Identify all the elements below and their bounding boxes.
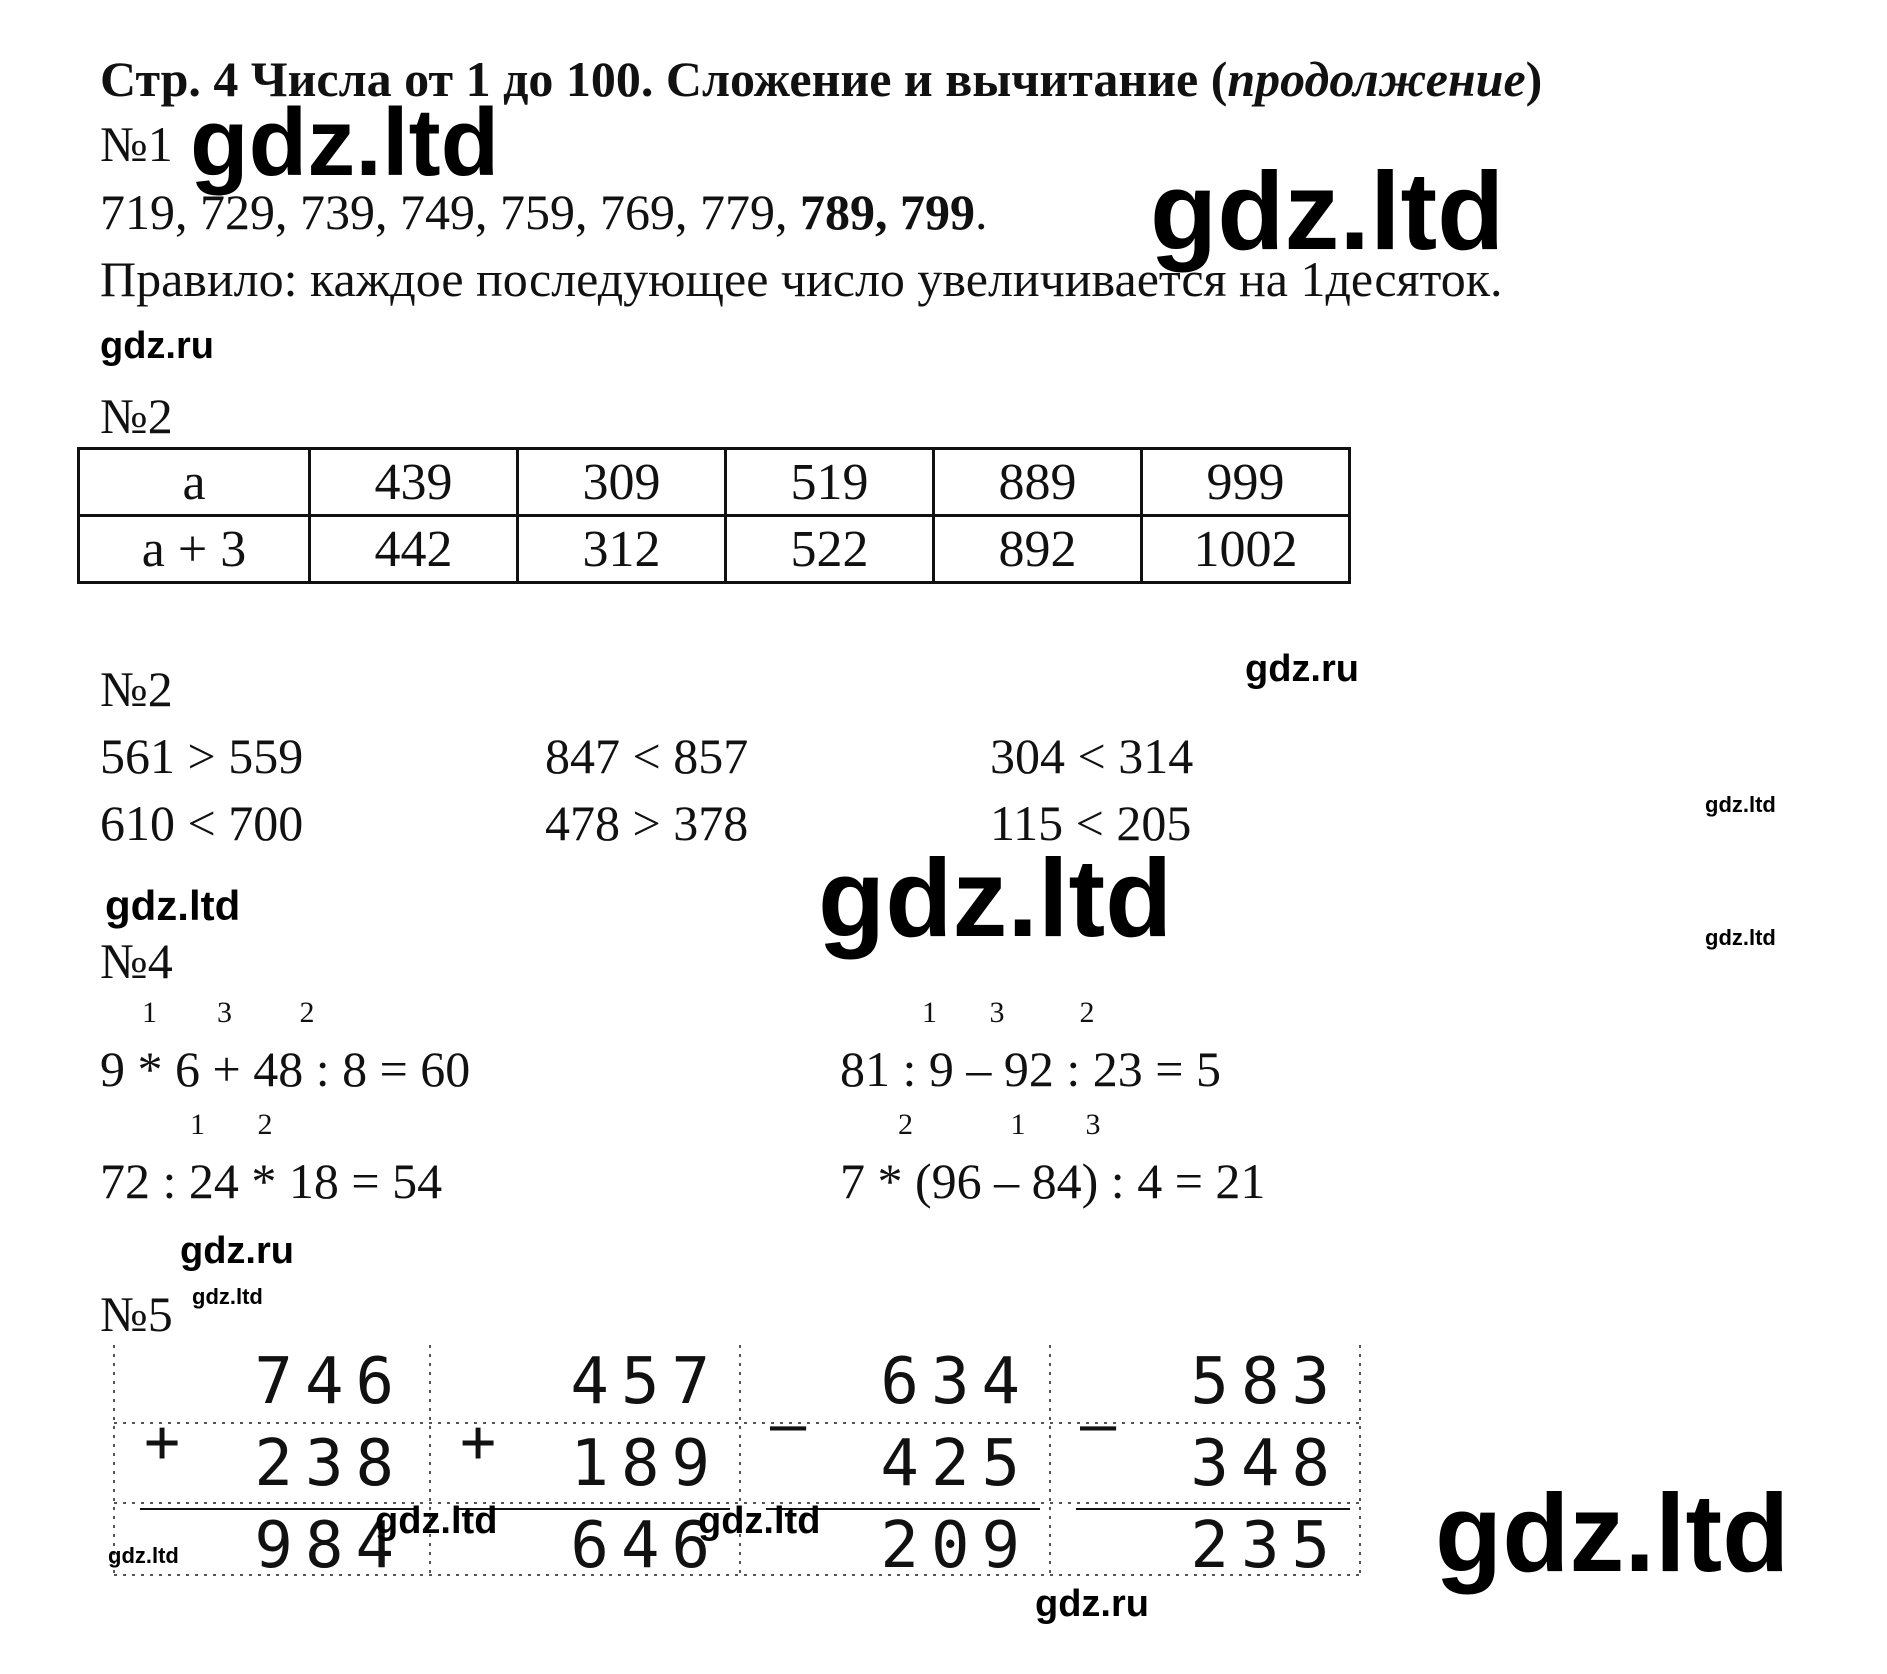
operand-b: 189 (570, 1427, 722, 1501)
table-cell: 439 (310, 449, 518, 516)
watermark: gdz.ltd (105, 882, 241, 929)
compare-item: 610 < 700 (100, 795, 304, 851)
watermark: gdz.ru (180, 1230, 294, 1272)
table-cell-head: a (79, 449, 310, 516)
watermark: gdz.ltd (698, 1500, 821, 1542)
ex2-compare-label: №2 (100, 661, 173, 717)
column-subtraction-2 (1050, 1345, 1360, 1583)
result: 984 (254, 1509, 406, 1583)
table-cell: 519 (726, 449, 934, 516)
ex4-expression: 81 : 9 – 92 : 23 = 5 (840, 1041, 1221, 1097)
title-end: ) (1525, 51, 1543, 107)
operand-a: 746 (254, 1345, 406, 1419)
ex1-label: №1 (100, 116, 173, 172)
watermark: gdz.ru (1245, 648, 1359, 690)
title-italic: продолжение (1227, 51, 1526, 107)
operand-b: 238 (254, 1427, 406, 1501)
operand-a: 634 (880, 1345, 1032, 1419)
watermark: gdz.ltd (1705, 925, 1776, 950)
watermark: gdz.ltd (190, 89, 500, 196)
order-marks: 2 1 3 (898, 1108, 1101, 1141)
table-cell: 892 (934, 516, 1142, 583)
compare-item: 115 < 205 (990, 795, 1192, 851)
table-cell-head: a + 3 (79, 516, 310, 583)
minus-sign: – (1080, 1390, 1117, 1460)
operand-b: 425 (880, 1427, 1032, 1501)
order-marks: 1 3 2 (142, 996, 315, 1029)
result: 646 (570, 1509, 722, 1583)
watermark: gdz.ltd (375, 1500, 498, 1542)
plus-sign: + (144, 1407, 181, 1477)
watermark: gdz.ltd (108, 1543, 179, 1568)
ex4-expression: 7 * (96 – 84) : 4 = 21 (840, 1153, 1266, 1209)
watermark: gdz.ltd (1705, 792, 1776, 817)
operand-a: 457 (570, 1345, 722, 1419)
watermark: gdz.ru (1035, 1583, 1149, 1625)
watermark: gdz.ru (100, 325, 214, 367)
compare-item: 561 > 559 (100, 728, 304, 784)
ex1-sequence-plain: 719, 729, 739, 749, 759, 769, 779, (100, 184, 800, 240)
ex4-label: №4 (100, 933, 173, 989)
result: 235 (1190, 1509, 1342, 1583)
title-main: Стр. 4 Числа от 1 до 100. Сложение и вычитание ( (100, 51, 1228, 107)
table-cell: 889 (934, 449, 1142, 516)
ex1-sequence-end: . (975, 184, 988, 240)
watermark: gdz.ltd (1150, 150, 1505, 273)
operand-a: 583 (1190, 1345, 1342, 1419)
table-cell: 309 (518, 449, 726, 516)
table-cell: 312 (518, 516, 726, 583)
table-cell: 999 (1142, 449, 1350, 516)
ex1-sequence-bold: 789, 799 (800, 184, 975, 240)
order-marks: 1 2 (190, 1108, 273, 1141)
watermark: gdz.ltd (1435, 1472, 1790, 1595)
compare-item: 304 < 314 (990, 728, 1194, 784)
table-cell: 442 (310, 516, 518, 583)
ex2-table-label: №2 (100, 388, 173, 444)
table-row (79, 449, 1350, 516)
operand-b: 348 (1190, 1427, 1342, 1501)
watermark: gdz.ltd (818, 837, 1173, 960)
plus-sign: + (460, 1407, 497, 1477)
table-cell: 522 (726, 516, 934, 583)
compare-item: 478 > 378 (545, 795, 749, 851)
minus-sign: – (770, 1390, 807, 1460)
ex1-rule: Правило: каждое последующее число увеличивается на 1десяток. (100, 251, 1503, 307)
ex4-expression: 9 * 6 + 48 : 8 = 60 (100, 1041, 471, 1097)
watermark: gdz.ltd (192, 1284, 263, 1309)
table-row (79, 516, 1350, 583)
result: 209 (880, 1509, 1032, 1583)
ex2-table (77, 447, 1351, 584)
ex5-label: №5 (100, 1286, 173, 1342)
table-cell: 1002 (1142, 516, 1350, 583)
order-marks: 1 3 2 (922, 996, 1095, 1029)
ex4-expression: 72 : 24 * 18 = 54 (100, 1153, 443, 1209)
compare-item: 847 < 857 (545, 728, 749, 784)
